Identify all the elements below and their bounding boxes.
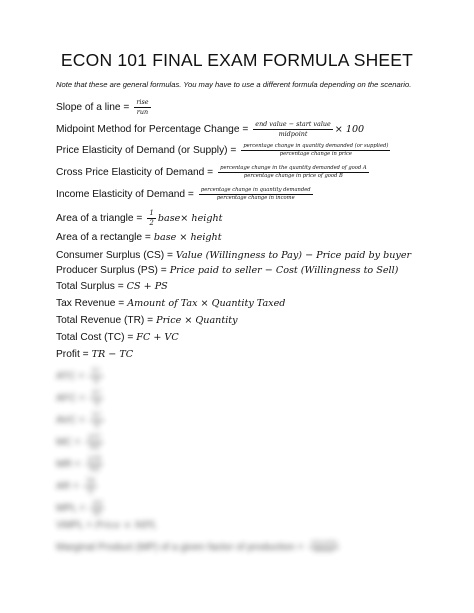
numerator: percentage change in quantity demanded	[199, 188, 313, 195]
numerator: end value − start value	[255, 120, 331, 128]
formula-expression: Price × Quantity	[156, 315, 238, 326]
formula-label: AR =	[56, 480, 79, 492]
formula-label: Consumer Surplus (CS) =	[56, 250, 173, 261]
fraction	[86, 434, 104, 450]
denominator: ΔL	[92, 508, 102, 517]
formula-expression: base × height	[153, 232, 222, 243]
fraction	[86, 456, 104, 472]
formula-tax-revenue	[56, 298, 285, 309]
formula-label: Area of a rectangle =	[56, 232, 151, 243]
formula-rectangle-area	[56, 232, 222, 243]
denominator: run	[136, 107, 149, 116]
formula-expression: TR − TC	[91, 349, 134, 360]
formula-blurred	[56, 520, 157, 531]
denominator: percentage change in price	[279, 151, 352, 158]
formula-expression: FC + VC	[136, 332, 179, 343]
fraction	[90, 500, 104, 516]
numerator: ΔTC	[87, 433, 102, 441]
formula-blurred	[56, 390, 105, 406]
formula-label: Cross Price Elasticity of Demand =	[56, 167, 214, 179]
denominator: Q	[93, 376, 99, 385]
fraction	[90, 412, 104, 428]
formula-blurred	[56, 500, 106, 516]
numerator: ΔQuantity	[309, 541, 340, 548]
formula-slope	[56, 99, 153, 115]
numerator: percentage change in the quantity demanded of good A	[218, 166, 369, 173]
formula-expression: Amount of Tax × Quantity Taxed	[127, 298, 286, 309]
denominator: midpoint	[278, 129, 308, 138]
document-title: ECON 101 FINAL EXAM FORMULA SHEET	[60, 50, 414, 70]
denominator: Q	[94, 398, 100, 407]
denominator: ΔQ	[89, 464, 100, 473]
numerator: FC	[92, 389, 102, 397]
formula-expression: Value (Willingness to Pay) − Price paid by buyer	[175, 250, 412, 261]
formula-label: Tax Revenue =	[56, 298, 125, 309]
fraction	[89, 368, 102, 384]
formula-blurred	[56, 434, 105, 450]
formula-label: MPL =	[56, 502, 86, 514]
formula-midpoint	[56, 121, 364, 137]
formula-label: Total Surplus =	[56, 281, 124, 292]
numerator: TC	[91, 367, 101, 375]
fraction	[218, 166, 369, 180]
formula-producer-surplus	[56, 265, 398, 276]
document-note: Note that these are general formulas. You may have to use a different formula depending on the scenario.	[56, 80, 412, 89]
formula-consumer-surplus	[56, 250, 411, 261]
numerator: 1	[147, 210, 155, 219]
formula-expression: CS + PS	[126, 281, 168, 292]
formula-label: Producer Surplus (PS) =	[56, 265, 167, 276]
formula-label: Area of a triangle =	[56, 213, 143, 225]
formula-label: MC =	[56, 436, 81, 448]
formula-label: MR =	[56, 458, 81, 470]
numerator: ΔQ	[92, 499, 103, 507]
formula-blurred	[56, 478, 99, 494]
denominator: ΔFactor	[313, 548, 335, 555]
formula-label: VMPL =	[56, 520, 93, 531]
formula-price-elasticity	[56, 144, 392, 158]
formula-expression: base× height	[157, 213, 223, 225]
numerator: ΔTR	[87, 455, 102, 463]
formula-total-cost	[56, 332, 179, 343]
denominator: percentage change in income	[216, 195, 295, 202]
fraction	[241, 144, 390, 158]
formula-label: Marginal Product (MP) of a given factor of production =	[56, 542, 304, 554]
formula-profit	[56, 349, 133, 360]
formula-blurred	[56, 368, 105, 384]
formula-label: Slope of a line =	[56, 101, 130, 113]
formula-expression: Price × MPL	[95, 520, 158, 531]
formula-suffix: × 100	[334, 123, 365, 135]
formula-blurred	[56, 456, 105, 472]
numerator: rise	[136, 98, 149, 106]
fraction	[90, 390, 103, 406]
numerator: VC	[91, 411, 102, 419]
formula-blurred	[56, 412, 106, 428]
formula-label: Midpoint Method for Percentage Change =	[56, 123, 249, 135]
formula-triangle-area	[56, 210, 223, 228]
formula-label: AFC =	[56, 392, 86, 404]
formula-label: Total Cost (TC) =	[56, 332, 134, 343]
fraction	[84, 478, 97, 494]
fraction	[253, 121, 332, 137]
formula-total-revenue	[56, 315, 238, 326]
formula-label: ATC =	[56, 370, 85, 382]
formula-expression: Price paid to seller − Cost (Willingness to Sell)	[169, 265, 399, 276]
numerator: percentage change in quantity demanded (or supplied)	[241, 144, 390, 151]
formula-cross-price-elasticity	[56, 166, 371, 180]
formula-total-surplus	[56, 281, 168, 292]
denominator: Q	[87, 486, 94, 495]
formula-blurred	[56, 541, 341, 555]
denominator: 2	[149, 219, 154, 228]
fraction	[309, 541, 340, 555]
formula-income-elasticity	[56, 188, 315, 202]
formula-label: Profit =	[56, 349, 89, 360]
denominator: ΔQ	[89, 442, 100, 451]
denominator: percentage change in price of good B	[243, 173, 343, 180]
formula-label: Total Revenue (TR) =	[56, 315, 154, 326]
formula-label: Price Elasticity of Demand (or Supply) =	[56, 145, 237, 157]
numerator: TR	[85, 477, 96, 485]
formula-label: Income Elasticity of Demand =	[56, 189, 194, 201]
fraction	[134, 99, 150, 115]
formula-label: AVC =	[56, 414, 85, 426]
fraction	[147, 210, 155, 228]
fraction	[199, 188, 313, 202]
denominator: Q	[94, 420, 100, 429]
